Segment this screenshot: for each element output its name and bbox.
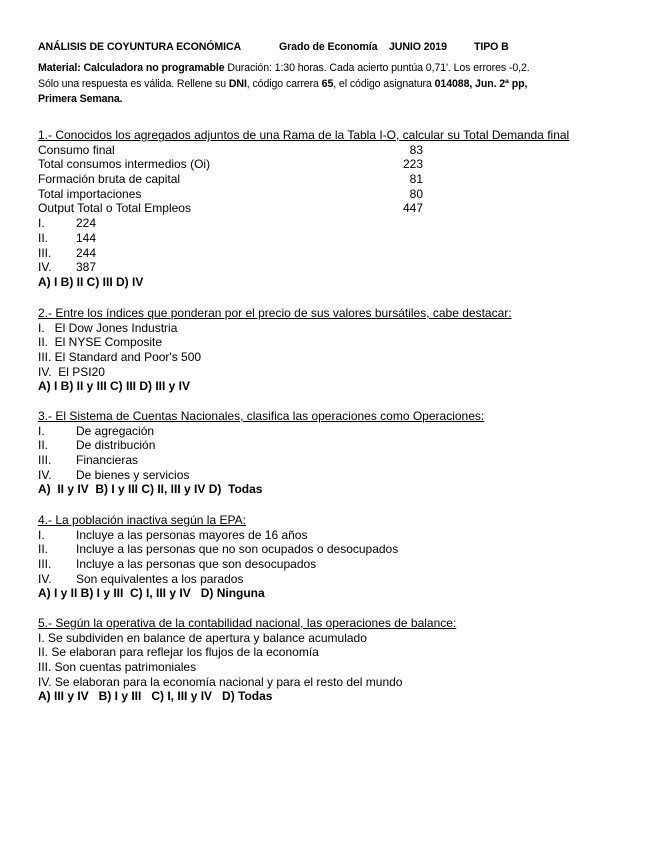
q5-option: III. Son cuentas patrimoniales (38, 660, 197, 675)
q1-row-label: Total consumos intermedios (Oi) (38, 157, 211, 172)
q4-option (38, 572, 398, 587)
q1-row-value: 83 (409, 142, 423, 157)
exam-type: TIPO B (474, 41, 509, 53)
duration-text: Duración: 1:30 horas. Cada acierto puntúa 0,71'. Los errores -0,2. (224, 62, 530, 74)
option-number: I. (38, 423, 45, 438)
question-4-answers: A) I y II B) I y III C) I, III y IV D) Ninguna (38, 586, 265, 601)
option-text: 224 (76, 216, 97, 231)
instr-text-b: , código carrera (246, 77, 322, 90)
dni-label: DNI (228, 77, 247, 90)
option-text: Financieras (76, 453, 139, 468)
q3-option (38, 468, 484, 483)
q2-option: I. El Dow Jones Industria (38, 320, 178, 335)
q2-option: IV. El PSI20 (38, 364, 105, 379)
material-label: Material: Calculadora no programable (38, 62, 225, 74)
q5-option: I. Se subdividen en balance de apertura y balance acumulado (38, 630, 367, 645)
q1-row-value: 81 (409, 172, 423, 187)
q3-option (38, 424, 484, 439)
option-number: I. (38, 527, 45, 542)
option-number: III. (38, 557, 52, 572)
q4-option (38, 528, 398, 543)
q1-option (38, 231, 569, 246)
question-5-answers: A) III y IV B) I y III C) I, III y IV D) Todas (38, 689, 273, 704)
option-number: II. (38, 438, 49, 453)
q1-row (38, 143, 569, 158)
option-number: II. (38, 542, 49, 557)
option-number: II. (38, 230, 49, 245)
question-5-title: 5.- Según la operativa de la contabilidad nacional, las operaciones de balance: (38, 616, 457, 630)
q1-row-value: 223 (402, 157, 423, 172)
instr-text-a: Sólo una respuesta es válida. Rellene su (38, 77, 229, 90)
question-5 (38, 616, 456, 704)
q1-row-value: 80 (409, 186, 423, 201)
q2-option: II. El NYSE Composite (38, 335, 163, 350)
question-1-title: 1.- Conocidos los agregados adjuntos de una Rama de la Tabla I-O, calcular su Total Demanda final (38, 128, 570, 142)
option-text: De agregación (76, 423, 155, 438)
option-text: 244 (76, 245, 97, 260)
option-number: IV. (38, 467, 52, 482)
q1-option (38, 216, 569, 231)
q2-option: III. El Standard and Poor's 500 (38, 350, 202, 365)
question-3-answers: A) II y IV B) I y III C) II, III y IV D) Todas (38, 482, 263, 497)
option-number: IV. (38, 571, 52, 586)
q3-option (38, 438, 484, 453)
question-2 (38, 306, 512, 394)
question-2-answers: A) I B) II y III C) III D) III y IV (38, 379, 191, 394)
q1-option (38, 246, 569, 261)
course-name: ANÁLISIS DE COYUNTURA ECONÓMICA (38, 41, 242, 53)
q1-option (38, 260, 569, 275)
option-number: IV. (38, 260, 52, 275)
subject-code: 014088, Jun. 2ª pp, (434, 77, 528, 90)
question-2-title: 2.- Entre los índices que ponderan por el precio de sus valores bursátiles, cabe destacar: (38, 306, 512, 320)
question-1 (38, 128, 569, 290)
q1-row (38, 187, 569, 202)
option-text: Incluye a las personas mayores de 16 años (76, 527, 308, 542)
option-text: De distribución (76, 438, 156, 453)
q1-row-value: 447 (402, 201, 423, 216)
question-4 (38, 513, 398, 601)
q5-option: II. Se elaboran para reflejar los flujos de la economía (38, 645, 319, 660)
q1-row (38, 172, 569, 187)
option-number: III. (38, 245, 52, 260)
q1-row (38, 157, 569, 172)
q3-option (38, 453, 484, 468)
question-3-title: 3.- El Sistema de Cuentas Nacionales, clasifica las operaciones como Operaciones: (38, 409, 485, 423)
q1-row (38, 201, 569, 216)
question-1-answers: A) I B) II C) III D) IV (38, 274, 144, 289)
option-number: III. (38, 453, 52, 468)
instr-text-c: , el código asignatura (333, 77, 435, 90)
q4-option (38, 542, 398, 557)
option-number: I. (38, 216, 45, 231)
question-3 (38, 409, 484, 497)
option-text: 387 (76, 260, 97, 275)
q1-row-label: Formación bruta de capital (38, 172, 181, 187)
q1-row-label: Total importaciones (38, 186, 142, 201)
option-text: Incluye a las personas que son desocupados (76, 557, 317, 572)
option-text: Son equivalentes a los parados (76, 571, 244, 586)
exam-instructions (38, 61, 613, 108)
q1-row-label: Consumo final (38, 142, 115, 157)
career-code: 65 (321, 77, 334, 90)
q1-row-label: Output Total o Total Empleos (38, 201, 191, 216)
exam-week: Primera Semana. (38, 93, 123, 105)
question-4-title: 4.- La población inactiva según la EPA: (38, 513, 246, 527)
option-text: Incluye a las personas que no son ocupados o desocupados (76, 542, 399, 557)
q4-option (38, 557, 398, 572)
degree-name: Grado de Economía (279, 41, 378, 53)
option-text: 144 (76, 230, 97, 245)
option-text: De bienes y servicios (76, 467, 190, 482)
exam-session: JUNIO 2019 (389, 41, 447, 53)
q5-option: IV. Se elaboran para la economía nacional y para el resto del mundo (38, 674, 403, 689)
